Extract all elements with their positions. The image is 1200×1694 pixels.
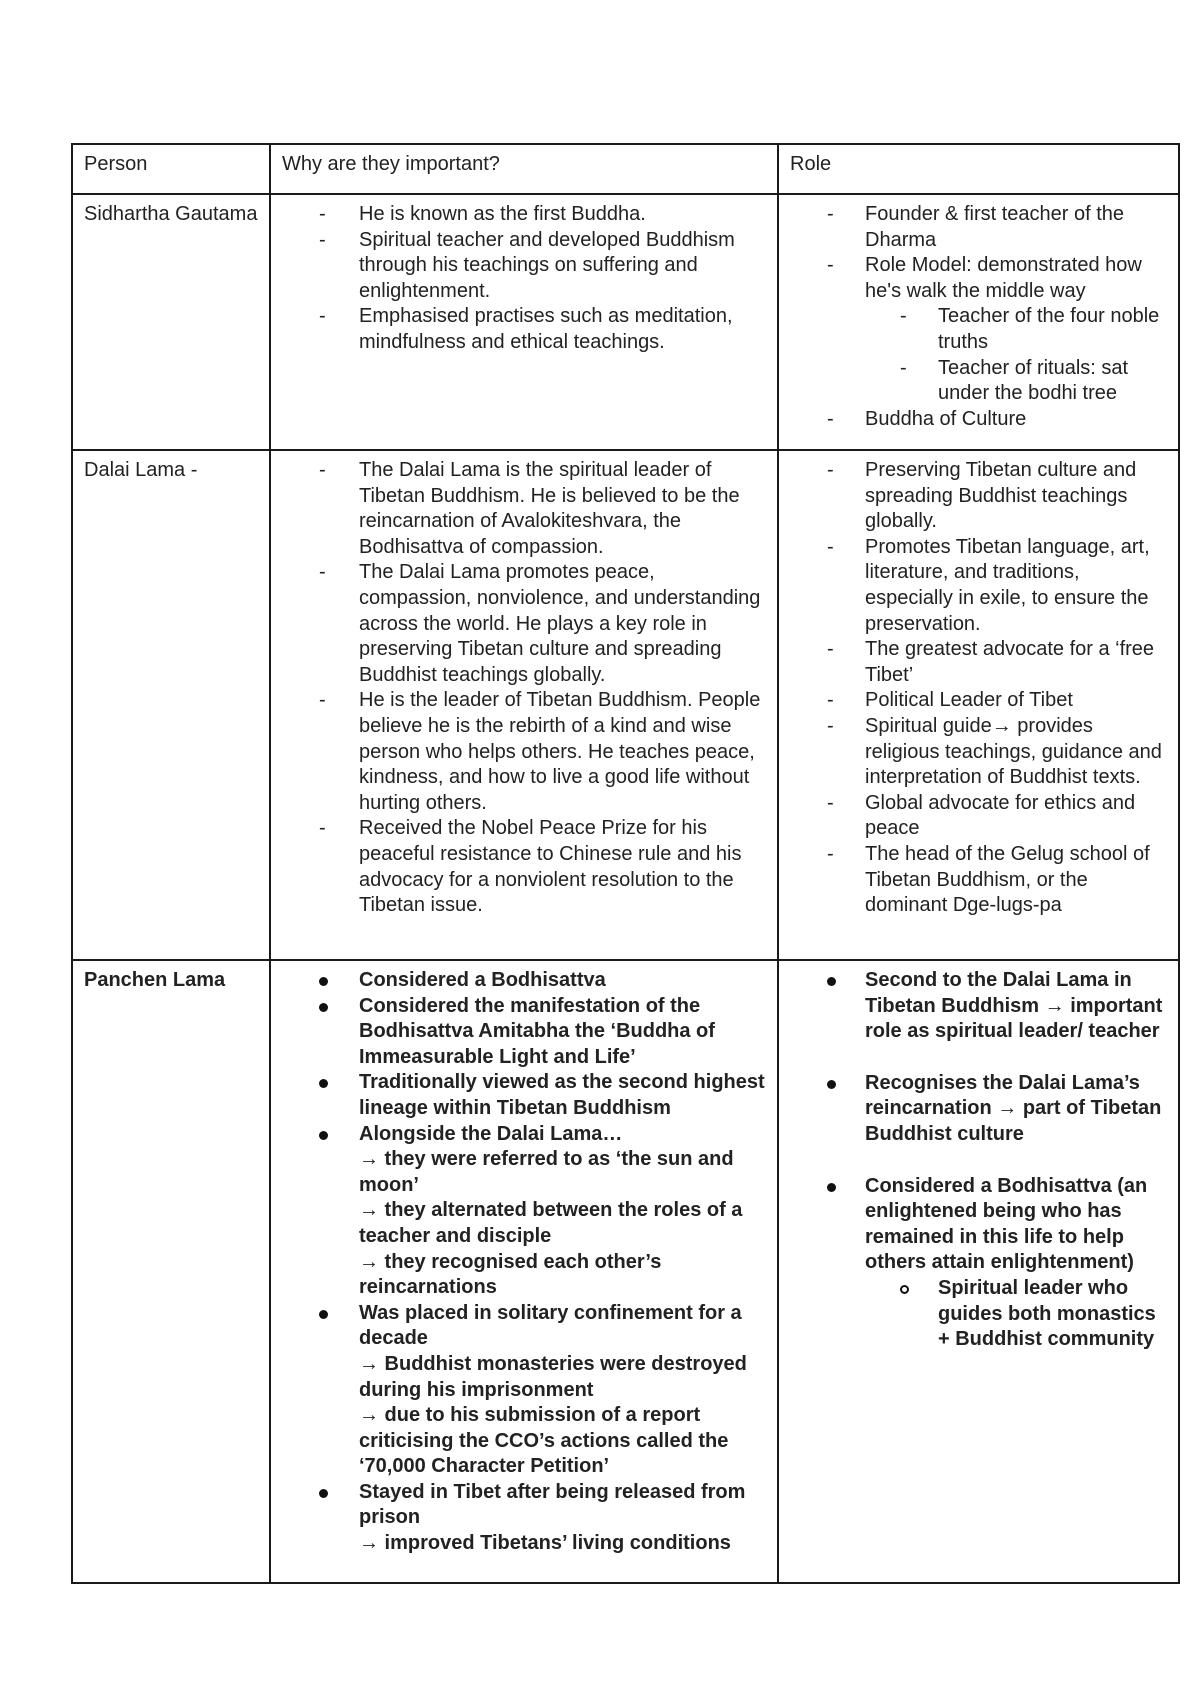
list-item: Second to the Dalai Lama in Tibetan Buddhism → important role as spiritual leader/ teacher bbox=[790, 968, 1168, 1045]
bullet-dot-icon bbox=[319, 994, 328, 1020]
header-person: Person bbox=[72, 144, 270, 194]
person-name: Dalai Lama - bbox=[84, 459, 198, 481]
list-item: Alongside the Dalai Lama… → they were referred to as ‘the sun and moon’ → they alternated between the roles of a teacher and disciple → they recognised each other’s reincarnations bbox=[282, 1122, 767, 1301]
sub-list-item: - Teacher of the four noble truths bbox=[900, 305, 1160, 353]
list-item: - Spiritual teacher and developed Buddhism through his teachings on suffering and enlightenment. bbox=[319, 228, 735, 302]
dash-bullet: - bbox=[319, 817, 326, 840]
list-item: Considered a Bodhisattva bbox=[282, 968, 767, 994]
header-row bbox=[72, 144, 1179, 194]
continuation-line: → they recognised each other’s reincarnations bbox=[359, 1250, 662, 1299]
bullet-dot-icon bbox=[827, 1174, 836, 1200]
dash-bullet: - bbox=[827, 791, 834, 814]
continuation-line: → Buddhist monasteries were destroyed during his imprisonment bbox=[359, 1352, 747, 1401]
why-cell bbox=[270, 194, 778, 450]
continuation-line: → they were referred to as ‘the sun and moon’ bbox=[359, 1148, 734, 1196]
bullet-dot-icon bbox=[827, 968, 836, 994]
list-item: Considered the manifestation of the Bodhisattva Amitabha the ‘Buddha of Immeasurable Light and Life’ bbox=[282, 994, 767, 1071]
list-item: - The Dalai Lama promotes peace, compassion, nonviolence, and understanding across the world. He plays a key role in preserving Tibetan culture and spreading Buddhist teachings globally. bbox=[319, 561, 761, 686]
row-dalai-lama bbox=[72, 450, 1179, 960]
header-why: Why are they important? bbox=[270, 144, 778, 194]
person-cell bbox=[72, 960, 270, 1583]
why-list bbox=[282, 968, 767, 1557]
dash-bullet: - bbox=[827, 203, 834, 225]
dash-bullet: - bbox=[900, 305, 907, 328]
dash-bullet: - bbox=[900, 356, 907, 379]
list-item: - Received the Nobel Peace Prize for his peaceful resistance to Chinese rule and his advocacy for a nonviolent resolution to the Tibetan issue. bbox=[319, 817, 742, 917]
list-item: - Political Leader of Tibet bbox=[790, 688, 1168, 714]
why-cell bbox=[270, 450, 778, 960]
dash-bullet: - bbox=[827, 254, 834, 277]
dash-bullet: - bbox=[319, 561, 326, 584]
list-item: - Role Model: demonstrated how he's walk the middle way bbox=[827, 254, 1142, 302]
list-item: Was placed in solitary confinement for a decade → Buddhist monasteries were destroyed during his imprisonment → due to his submission of a report criticising the CCO’s actions called the ‘70,000 Character Petition’ bbox=[282, 1301, 767, 1480]
dash-bullet: - bbox=[827, 714, 834, 737]
header-role: Role bbox=[778, 144, 1179, 194]
dash-bullet: - bbox=[827, 842, 834, 865]
role-list bbox=[790, 458, 1168, 919]
list-item: Considered a Bodhisattva (an enlightened being who has remained in this life to help others attain enlightenment) bbox=[790, 1174, 1168, 1276]
dash-bullet: - bbox=[827, 638, 834, 661]
list-item: - Emphasised practises such as meditation, mindfulness and ethical teachings. bbox=[319, 305, 733, 353]
list-item: - The greatest advocate for a ‘free Tibet’ bbox=[827, 638, 1155, 686]
continuation-line: → due to his submission of a report criticising the CCO’s actions called the ‘70,000 Character Petition’ bbox=[359, 1404, 729, 1478]
role-cell bbox=[778, 450, 1179, 960]
list-item: Recognises the Dalai Lama’s reincarnation → part of Tibetan Buddhist culture bbox=[790, 1071, 1168, 1148]
why-cell bbox=[270, 960, 778, 1583]
dash-bullet: - bbox=[319, 459, 326, 481]
list-item: Traditionally viewed as the second highest lineage within Tibetan Buddhism bbox=[282, 1070, 767, 1121]
list-item: - Promotes Tibetan language, art, literature, and traditions, especially in exile, to ensure the preservation. bbox=[827, 535, 1150, 635]
list-item: - He is the leader of Tibetan Buddhism. People believe he is the rebirth of a kind and wise person who helps others. He teaches peace, kindness, and how to live a good life without hurting others. bbox=[319, 689, 761, 814]
role-cell bbox=[778, 194, 1179, 450]
bullet-dot-icon bbox=[319, 1301, 328, 1327]
continuation-line: → they alternated between the roles of a teacher and disciple bbox=[359, 1199, 743, 1247]
role-list bbox=[790, 968, 1168, 1353]
row-sidhartha-gautama bbox=[72, 194, 1179, 450]
why-list bbox=[282, 202, 767, 356]
role-cell bbox=[778, 960, 1179, 1583]
dash-bullet: - bbox=[319, 228, 326, 251]
dash-bullet: - bbox=[827, 459, 834, 481]
spacer bbox=[790, 1148, 1168, 1174]
list-item: - The head of the Gelug school of Tibetan Buddhism, or the dominant Dge-lugs-pa bbox=[827, 842, 1150, 917]
bullet-dot-icon bbox=[827, 1071, 836, 1097]
bullet-circle-icon bbox=[900, 1276, 909, 1302]
person-cell bbox=[72, 194, 270, 450]
dash-bullet: - bbox=[319, 689, 326, 712]
why-list bbox=[282, 458, 767, 919]
spacer bbox=[790, 1045, 1168, 1071]
person-cell bbox=[72, 450, 270, 960]
continuation-line: → improved Tibetans’ living conditions bbox=[359, 1532, 731, 1555]
bullet-dot-icon bbox=[319, 1070, 328, 1096]
bullet-dot-icon bbox=[319, 968, 328, 994]
sub-list-item: - Teacher of rituals: sat under the bodhi tree bbox=[900, 356, 1129, 405]
dash-bullet: - bbox=[319, 203, 326, 225]
person-name: Panchen Lama bbox=[84, 969, 226, 991]
dash-bullet: - bbox=[827, 407, 834, 430]
dash-bullet: - bbox=[827, 535, 834, 558]
row-panchen-lama bbox=[72, 960, 1179, 1583]
list-item: - Global advocate for ethics and peace bbox=[827, 791, 1136, 840]
list-item: - Founder & first teacher of the Dharma bbox=[827, 203, 1125, 251]
bullet-dot-icon bbox=[319, 1480, 328, 1506]
list-item: Stayed in Tibet after being released from prison → improved Tibetans’ living conditions bbox=[282, 1480, 767, 1557]
list-item: - Preserving Tibetan culture and spreading Buddhist teachings globally. bbox=[827, 459, 1137, 533]
dash-bullet: - bbox=[827, 689, 834, 712]
role-list bbox=[790, 202, 1168, 432]
person-name: Sidhartha Gautama bbox=[84, 203, 258, 225]
sub-list-item: Spiritual leader who guides both monastics + Buddhist community bbox=[790, 1276, 1168, 1353]
bullet-dot-icon bbox=[319, 1122, 328, 1148]
list-item: - He is known as the first Buddha. bbox=[282, 202, 767, 228]
list-item: - Spiritual guide→ provides religious teachings, guidance and interpretation of Buddhist texts. bbox=[827, 714, 1162, 789]
dash-bullet: - bbox=[319, 305, 326, 328]
people-table bbox=[71, 143, 1180, 1584]
list-item: - Buddha of Culture bbox=[790, 407, 1168, 433]
list-item: - The Dalai Lama is the spiritual leader of Tibetan Buddhism. He is believed to be the reincarnation of Avalokiteshvara, the Bodhisattva of compassion. bbox=[319, 459, 740, 558]
